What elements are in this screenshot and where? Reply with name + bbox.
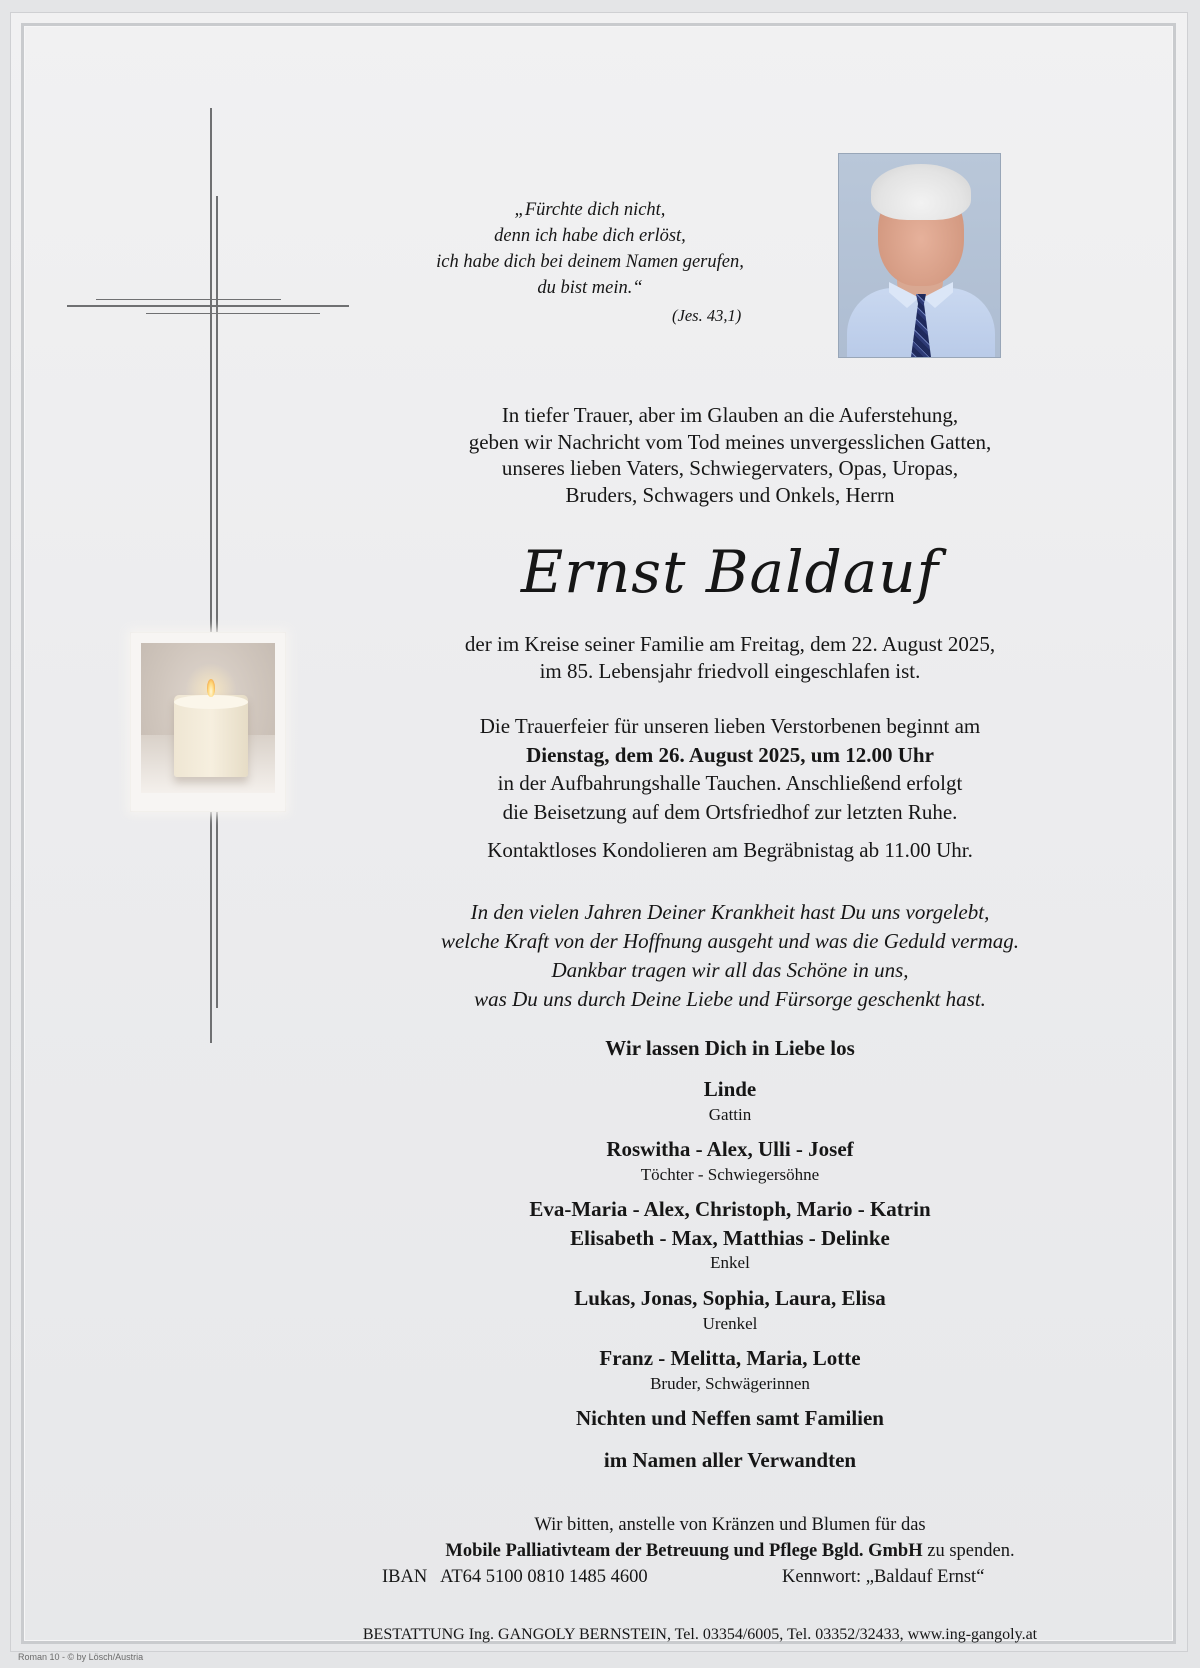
family-role: Töchter - Schwiegersöhne (640, 1164, 820, 1184)
intro-line: In tiefer Trauer, aber im Glauben an die Auferstehung, (501, 403, 959, 427)
announcement-intro (360, 402, 1100, 508)
family-role: Enkel (710, 1253, 750, 1272)
family-group-spouse (360, 1075, 1100, 1126)
iban: IBAN AT64 5100 0810 1485 4600 (382, 1567, 648, 1587)
tribute-text (340, 898, 1120, 1014)
passing-line: der im Kreise seiner Familie am Freitag, dem 22. August 2025, (464, 632, 996, 656)
family-nieces: Nichten und Neffen samt Familien (576, 1406, 884, 1430)
family-group-siblings (360, 1344, 1100, 1395)
family-names: Eva-Maria - Alex, Christoph, Mario - Katrin (529, 1197, 931, 1221)
family-role: Gattin (708, 1104, 752, 1124)
verse-line: ich habe dich bei deinem Namen gerufen, (436, 252, 744, 272)
portrait-photo (838, 153, 1001, 358)
tribute-line: welche Kraft von der Hoffnung ausgeht und was die Geduld vermag. (440, 929, 1019, 953)
passing-line: im 85. Lebensjahr friedvoll eingeschlafen ist. (539, 658, 921, 683)
family-names: Elisabeth - Max, Matthias - Delinke (570, 1225, 890, 1250)
family-names: Franz - Melitta, Maria, Lotte (599, 1346, 861, 1370)
condolence-note: Kontaktloses Kondolieren am Begräbnistag ab 11.00 Uhr. (487, 838, 973, 862)
funeral-date-time: Dienstag, dem 26. August 2025, um 12.00 Uhr (526, 742, 934, 767)
verse-line: denn ich habe dich erlöst, (494, 226, 686, 246)
funeral-home-contact: , Tel. 03354/6005, Tel. 03352/32433, www.ing-gangoly.at (666, 1626, 1038, 1643)
tribute-line: Dankbar tragen wir all das Schöne in uns, (551, 958, 909, 982)
candle-image (131, 633, 285, 811)
tribute-line: In den vielen Jahren Deiner Krankheit hast Du uns vorgelebt, (470, 900, 990, 924)
family-names: Lukas, Jonas, Sophia, Laura, Elisa (574, 1286, 886, 1310)
verse-line: „Fürchte dich nicht, (514, 200, 666, 220)
donation-suffix: zu spenden. (922, 1541, 1015, 1561)
funeral-line: die Beisetzung auf dem Ortsfriedhof zur letzten Ruhe. (502, 799, 958, 824)
family-role: Urenkel (702, 1313, 758, 1333)
family-group-great-grandchildren (360, 1284, 1100, 1335)
family-group-grandchildren (360, 1195, 1100, 1274)
flame-icon (207, 679, 215, 697)
family-heading: Wir lassen Dich in Liebe los (605, 1036, 855, 1060)
donation-organization-line (340, 1538, 1120, 1564)
tribute-line: was Du uns durch Deine Liebe und Fürsorge geschenkt hast. (474, 987, 986, 1011)
intro-line: unseres lieben Vaters, Schwiegervaters, Opas, Uropas, (501, 456, 959, 480)
funeral-line: in der Aufbahrungshalle Tauchen. Anschließend erfolgt (497, 771, 963, 795)
funeral-line: Die Trauerfeier für unseren lieben Verstorbenen beginnt am (479, 714, 981, 738)
funeral-home-name: BESTATTUNG Ing. GANGOLY BERNSTEIN (362, 1626, 667, 1643)
funeral-details (360, 712, 1100, 826)
intro-line: Bruders, Schwagers und Onkels, Herrn (565, 482, 895, 507)
template-credit: Roman 10 - © by Lösch/Austria (18, 1652, 144, 1662)
verse-reference: (Jes. 43,1) (672, 306, 742, 325)
family-role: Bruder, Schwägerinnen (650, 1373, 810, 1393)
deceased-name: Ernst Baldauf (520, 538, 940, 606)
donation-request (340, 1512, 1120, 1564)
donation-organization: Mobile Palliativteam der Betreuung und Pflege Bgld. GmbH (445, 1541, 923, 1561)
intro-line: geben wir Nachricht vom Tod meines unvergesslichen Gatten, (468, 429, 992, 454)
passing-details (360, 631, 1100, 684)
verse-line: du bist mein.“ (537, 278, 643, 298)
donation-keyword: Kennwort: „Baldauf Ernst“ (782, 1567, 985, 1587)
funeral-home-footer (270, 1624, 1130, 1646)
bible-verse (390, 197, 790, 301)
family-names: Roswitha - Alex, Ulli - Josef (606, 1137, 854, 1161)
family-group-children (360, 1135, 1100, 1186)
family-names: Linde (703, 1077, 757, 1101)
donation-line: Wir bitten, anstelle von Kränzen und Blumen für das (534, 1515, 926, 1535)
family-closing: im Namen aller Verwandten (603, 1448, 857, 1472)
